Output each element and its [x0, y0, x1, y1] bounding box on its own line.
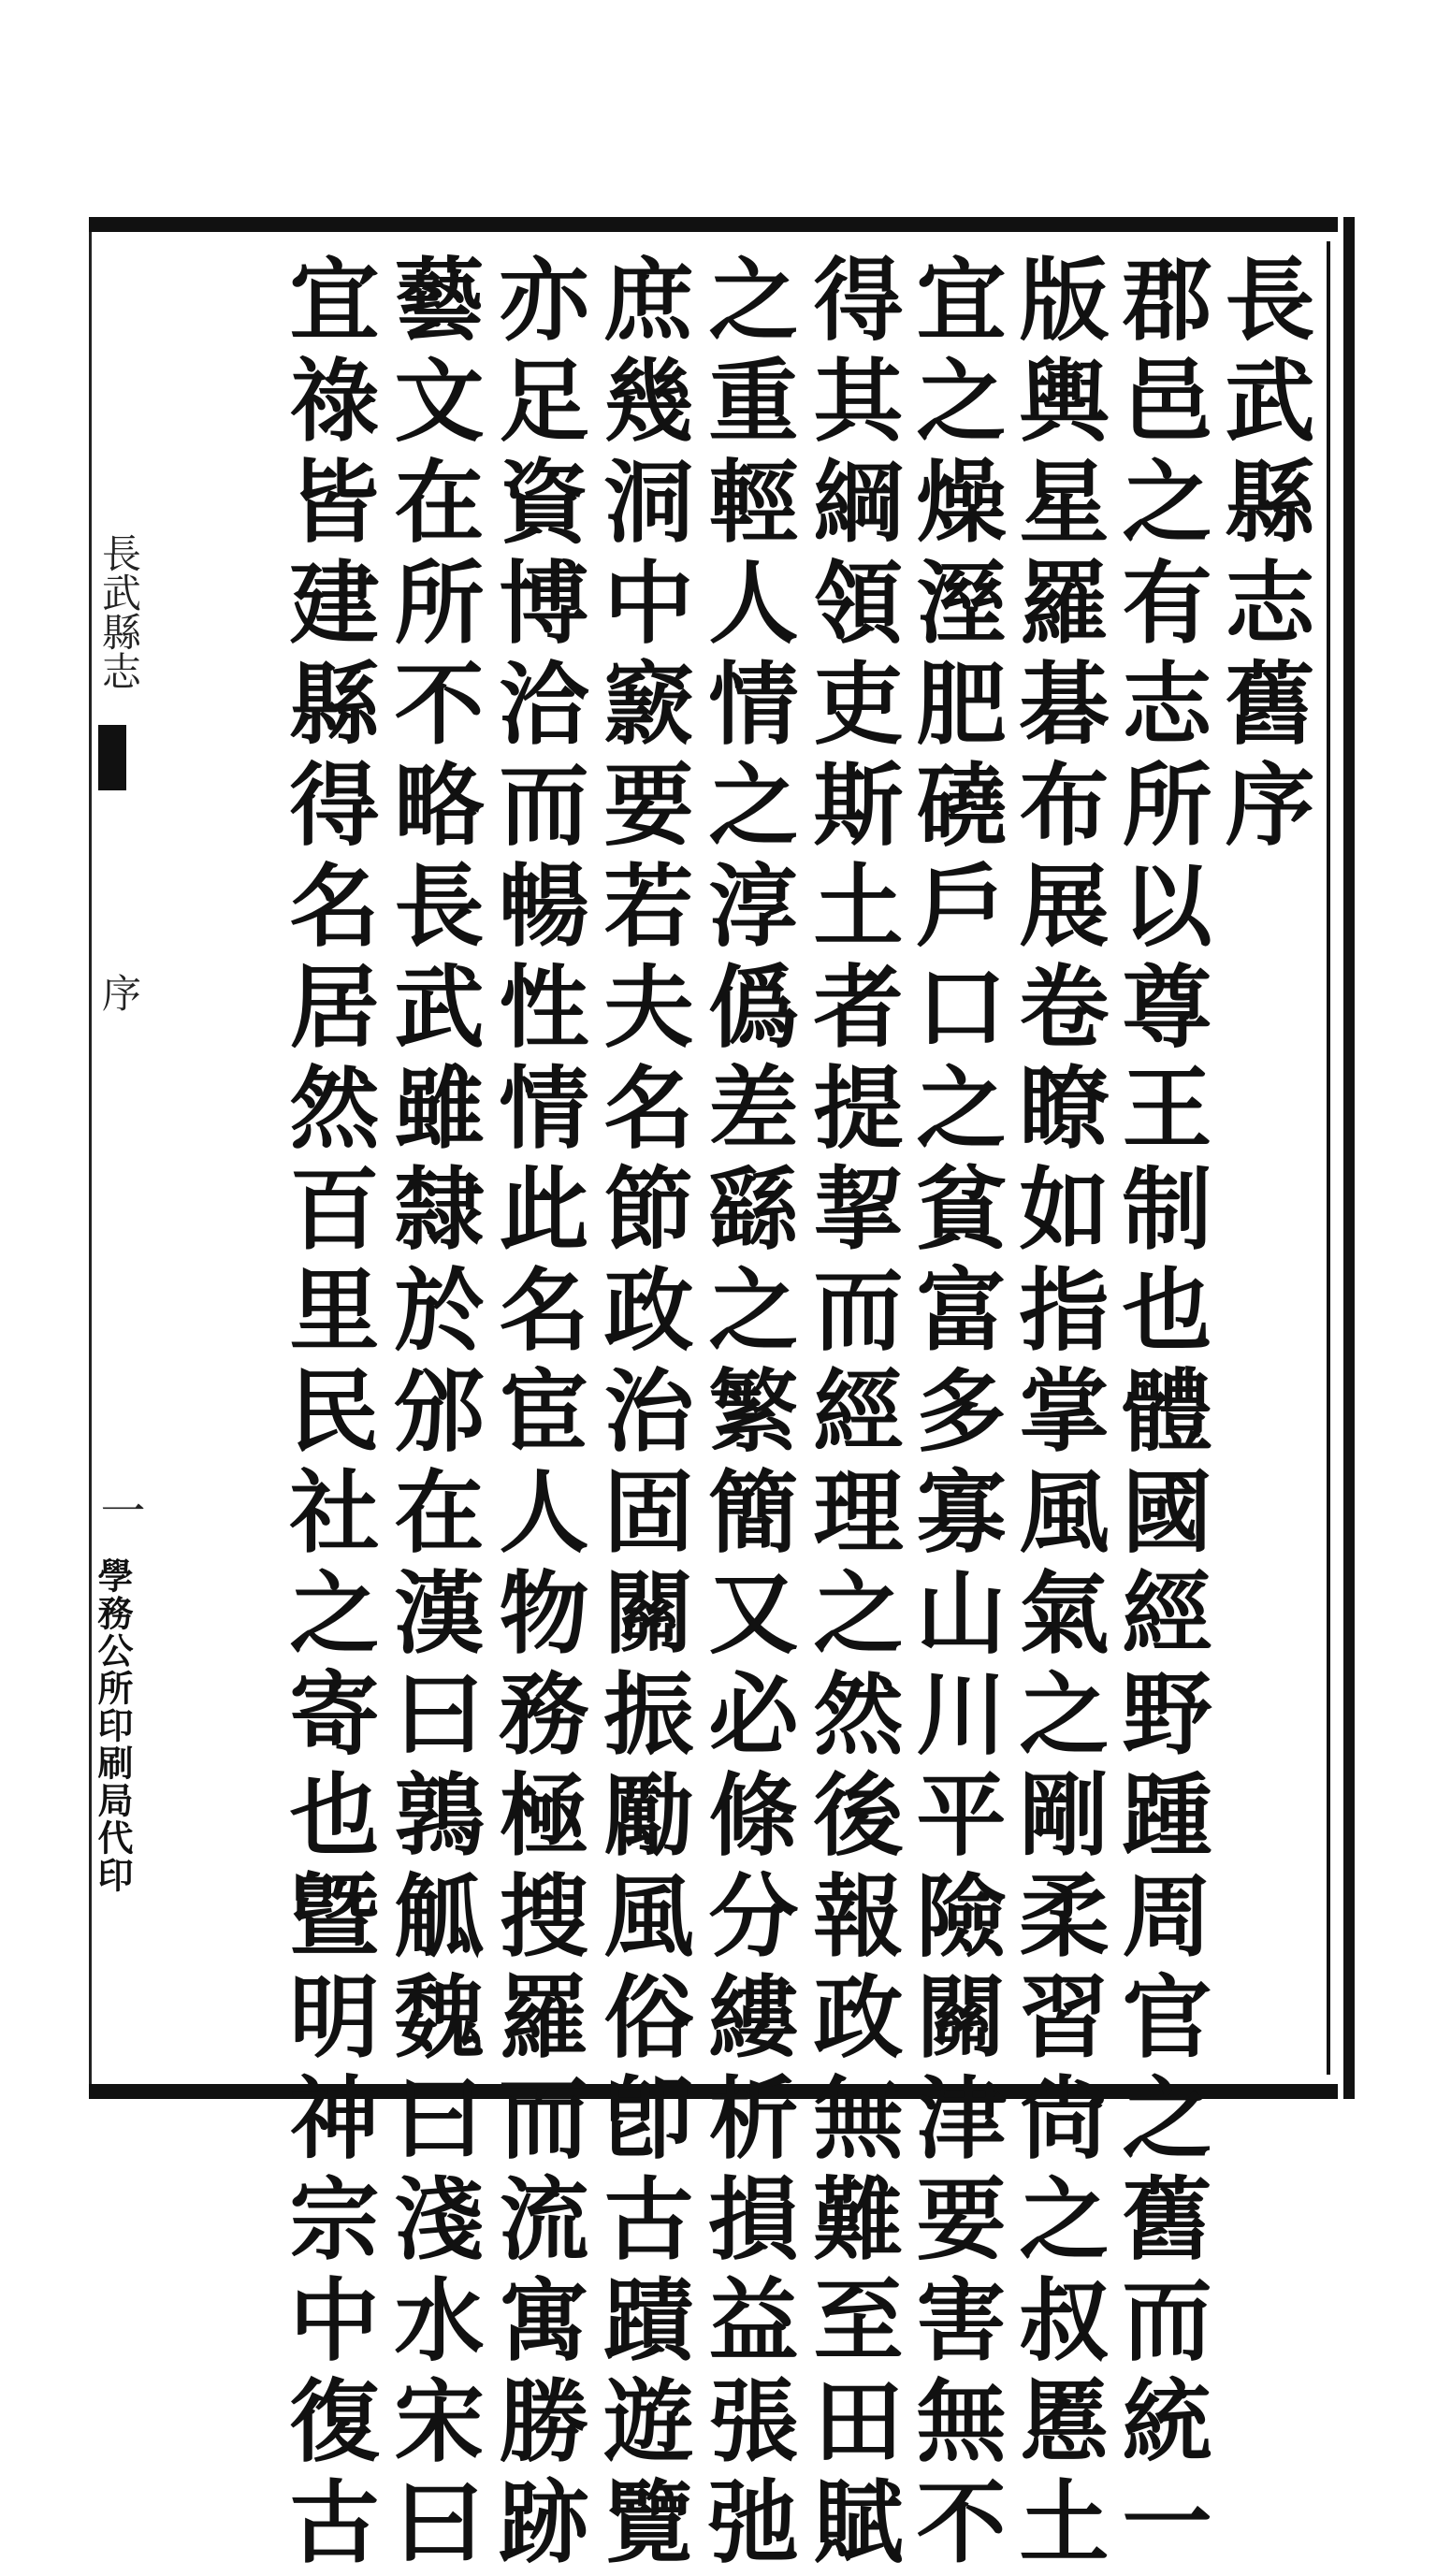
- margin-book-title: 長武縣志: [96, 533, 142, 690]
- frame-right-border: [1343, 217, 1355, 2099]
- printer-credit: 學務公所印刷局代印: [92, 1557, 134, 1894]
- text-column-8: 藝文在所不略長武雖隸於邠在漢曰鶉觚魏曰淺水宋曰: [380, 253, 486, 2576]
- margin-page-number: 一: [93, 1487, 145, 1532]
- text-column-6: 庶幾洞中窾要若夫名節政治固關振勵風俗卽古蹟遊覽: [589, 253, 695, 2576]
- margin-section-label: 序: [96, 973, 142, 1012]
- text-column-5: 之重輕人情之淳僞差繇之繁簡又必條分縷析損益張弛: [694, 253, 800, 2576]
- fish-tail-mark: [98, 725, 126, 790]
- text-column-9: 宜祿皆建縣得名居然百里民社之寄也曁明神宗中復古: [275, 253, 381, 2576]
- text-column-7: 亦足資博洽而暢性情此名宦人物務極搜羅而流寓勝跡: [485, 253, 590, 2576]
- preface-title: 長武縣志舊序: [1211, 253, 1316, 859]
- text-column-2: 版輿星羅碁布展卷瞭如指掌風氣之剛柔習尙之叔慝土: [1005, 253, 1110, 2576]
- frame-top-border: [89, 217, 1338, 232]
- text-column-1: 郡邑之有志所以尊王制也體國經野踵周官之舊而統一: [1108, 253, 1213, 2576]
- text-column-3: 宜之燥溼肥磽戶口之貧富多寡山川平險關津要害無不: [902, 253, 1008, 2576]
- text-column-4: 得其綱領吏斯土者提挈而經理之然後報政無難至田賦: [799, 253, 905, 2576]
- frame-right-inner-line: [1327, 241, 1330, 2075]
